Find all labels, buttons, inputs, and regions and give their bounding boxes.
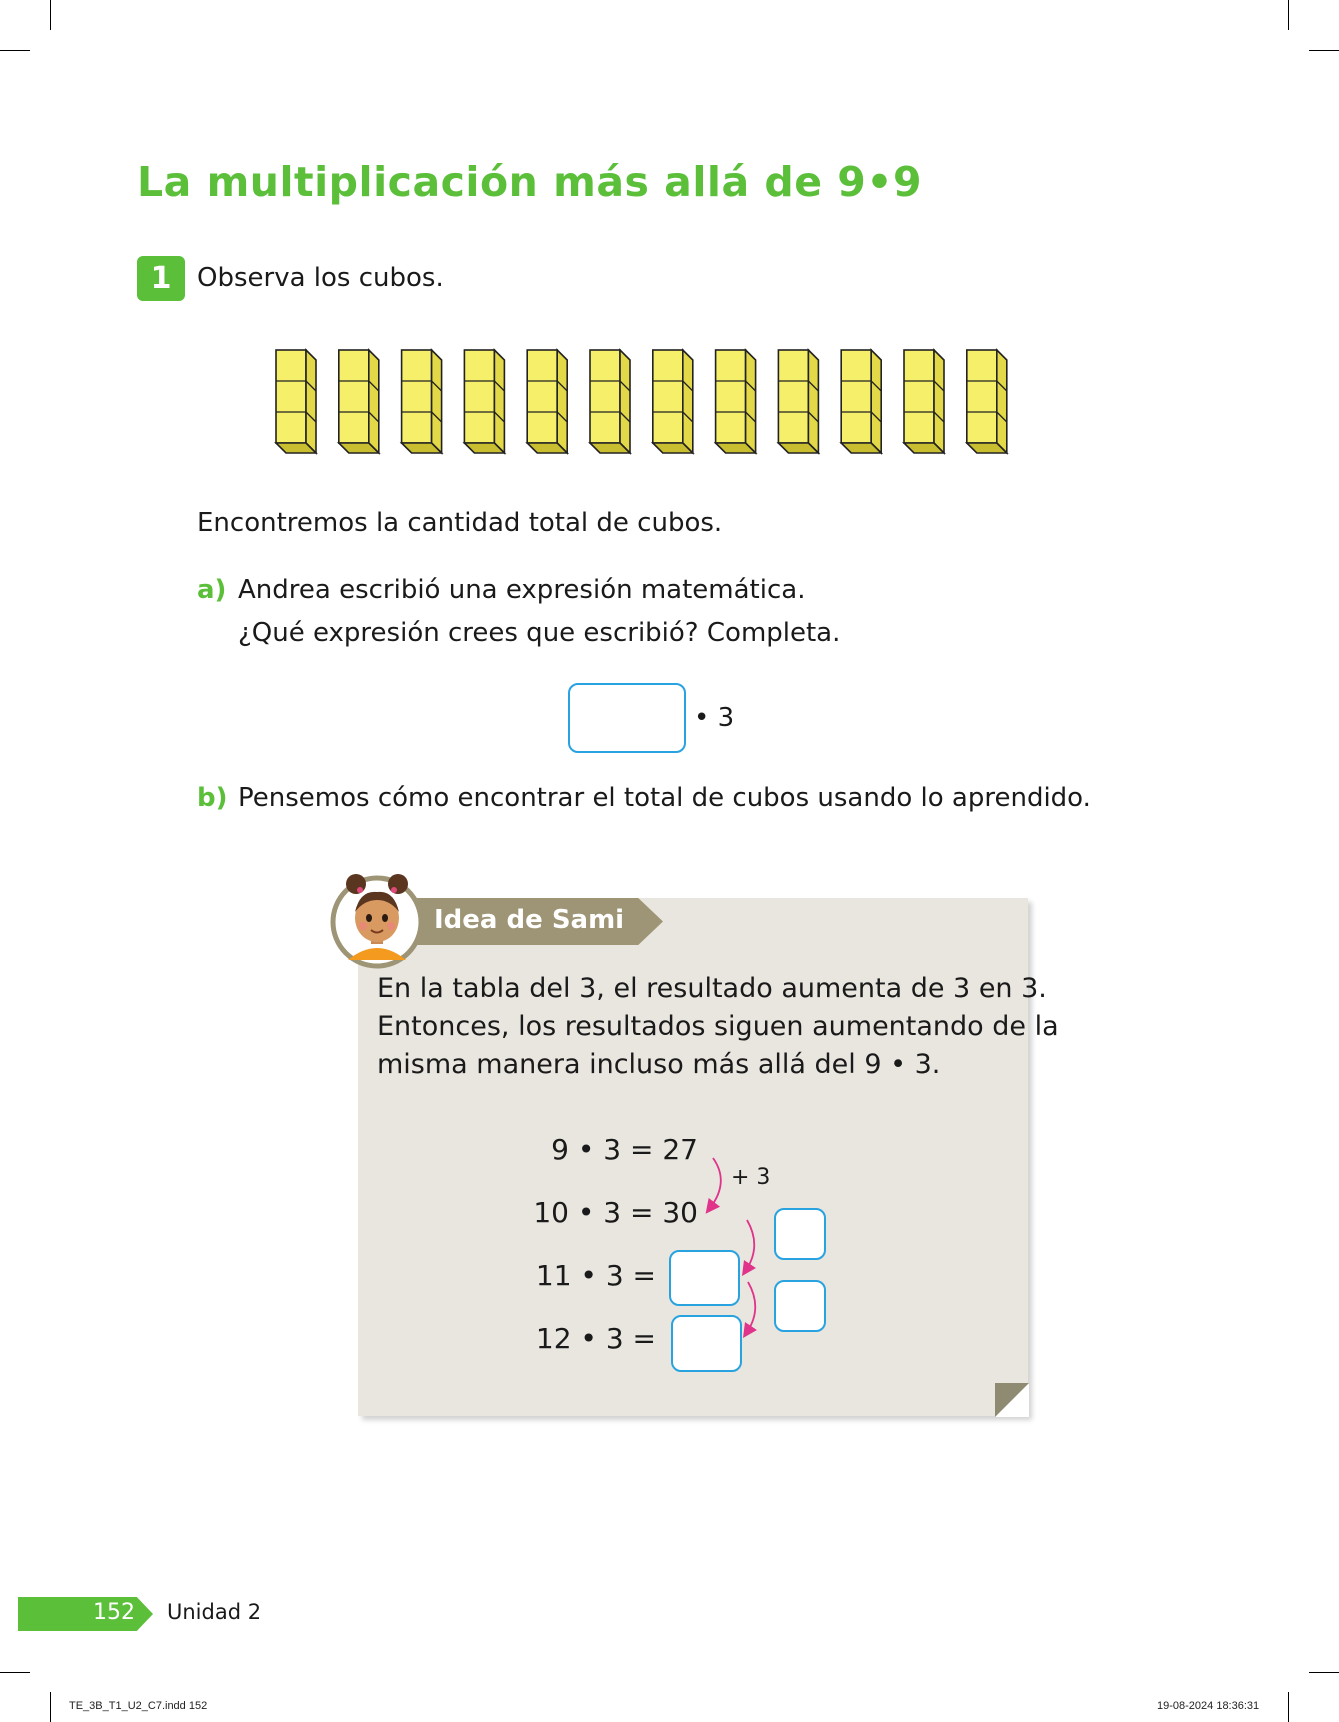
- crop-mark: [0, 50, 30, 51]
- equation-9x3: 9 • 3 = 27: [551, 1133, 698, 1166]
- equation-10x3: 10 • 3 = 30: [533, 1196, 698, 1229]
- crop-mark: [1288, 0, 1289, 30]
- expression-answer-box[interactable]: [568, 683, 686, 753]
- idea-line: En la tabla del 3, el resultado aumenta de 3 en 3.: [377, 973, 1047, 1004]
- cube-column: [402, 350, 442, 453]
- part-b-text: Pensemos cómo encontrar el total de cubos usando lo aprendido.: [238, 783, 1091, 813]
- cube-column: [716, 350, 756, 453]
- exercise-instruction: Observa los cubos.: [197, 263, 444, 293]
- step-arrows-icon: [700, 1150, 770, 1340]
- cube-column: [967, 350, 1007, 453]
- cube-column: [590, 350, 630, 453]
- file-slug: TE_3B_T1_U2_C7.indd 152: [69, 1700, 208, 1712]
- cube-column: [904, 350, 944, 453]
- unit-label: Unidad 2: [167, 1600, 262, 1624]
- sami-avatar-icon: [330, 870, 425, 970]
- page-fold-corner: [995, 1383, 1029, 1417]
- part-a-line1: Andrea escribió una expresión matemática.: [238, 575, 806, 605]
- crop-mark: [1288, 1692, 1289, 1722]
- cube-column: [339, 350, 379, 453]
- idea-line: misma manera incluso más allá del 9 • 3.: [377, 1049, 941, 1080]
- exercise-prompt: Encontremos la cantidad total de cubos.: [197, 508, 723, 538]
- part-a-line2: ¿Qué expresión crees que escribió? Completa.: [238, 618, 841, 648]
- crop-mark: [1309, 50, 1339, 51]
- part-b-letter: b): [197, 783, 228, 813]
- date-slug: 19-08-2024 18:36:31: [1157, 1700, 1260, 1712]
- page-title: La multiplicación más allá de 9•9: [137, 158, 923, 206]
- step-label: + 3: [731, 1165, 771, 1190]
- equation-12x3: 12 • 3 =: [535, 1322, 656, 1355]
- crop-mark: [1309, 1672, 1339, 1673]
- cube-columns-illustration: [274, 348, 1014, 460]
- cube-column: [778, 350, 818, 453]
- part-a-letter: a): [197, 575, 227, 605]
- crop-mark: [0, 1672, 30, 1673]
- cube-column: [464, 350, 504, 453]
- cube-column: [841, 350, 881, 453]
- cube-column: [276, 350, 316, 453]
- cube-column: [527, 350, 567, 453]
- idea-line: Entonces, los resultados siguen aumentando de la: [377, 1011, 1059, 1042]
- idea-banner-title: Idea de Sami: [434, 905, 625, 935]
- answer-box-11x3[interactable]: [669, 1250, 740, 1306]
- answer-box-12x3[interactable]: [671, 1315, 742, 1372]
- equation-11x3: 11 • 3 =: [535, 1259, 656, 1292]
- page-number: 152: [93, 1600, 135, 1625]
- step-answer-box-2[interactable]: [774, 1280, 826, 1332]
- exercise-number-badge: 1: [137, 256, 185, 301]
- cube-column: [653, 350, 693, 453]
- crop-mark: [50, 0, 51, 30]
- expression-suffix: • 3: [694, 703, 735, 733]
- idea-text: [377, 970, 1059, 1084]
- crop-mark: [50, 1692, 51, 1722]
- step-answer-box-1[interactable]: [774, 1208, 826, 1260]
